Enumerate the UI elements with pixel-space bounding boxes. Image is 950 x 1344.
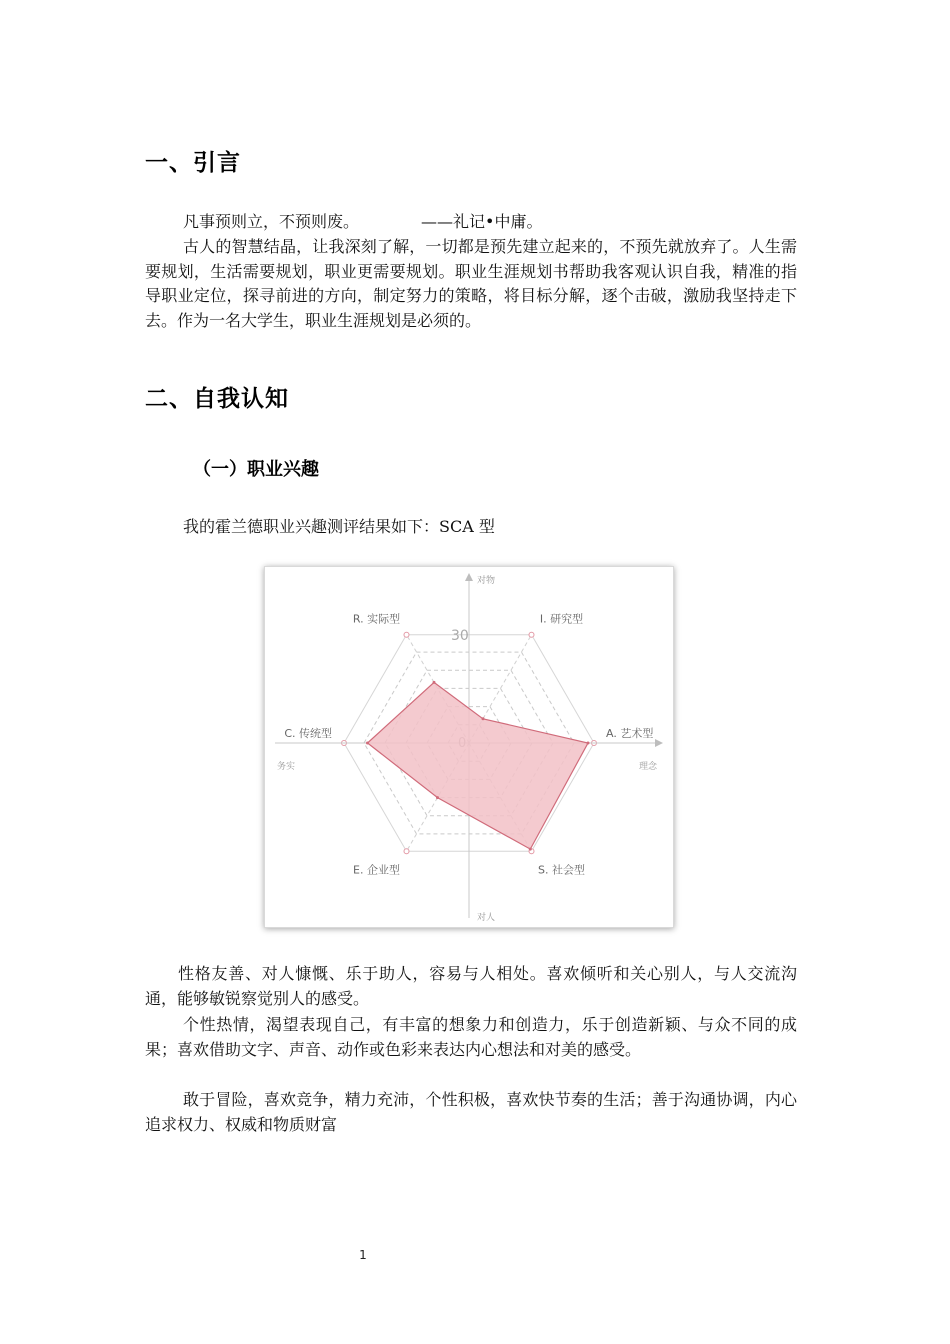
heading-self-awareness: 二、自我认知	[145, 386, 289, 412]
radar-svg	[265, 567, 673, 927]
radar-vertex-marker-2	[529, 632, 534, 637]
radar-data-point-6	[366, 742, 369, 745]
axis-label-top: 对物	[477, 576, 496, 586]
test-result-line: 我的霍兰德职业兴趣测评结果如下：SCA 型	[183, 517, 495, 536]
trait-paragraph-social: 性格友善、对人慷慨、乐于助人，容易与人相处。喜欢倾听和关心别人，与人交流沟通，能够敏锐察觉别人的感受。	[145, 964, 797, 1008]
quote-text: 凡事预则立，不预则废。	[183, 212, 360, 231]
radar-data-point-2	[482, 717, 485, 720]
radar-category-label-1: R. 实际型	[352, 612, 401, 626]
radar-category-label-4: S. 社会型	[538, 863, 585, 877]
page-number: 1	[359, 1248, 367, 1262]
radar-category-label-3: A. 艺术型	[606, 727, 654, 740]
axis-label-right: 理念	[639, 762, 658, 772]
radar-data-point-3	[587, 742, 590, 745]
holland-radar-chart	[264, 566, 674, 928]
radar-vertex-marker-5	[404, 849, 409, 854]
quote-source: ——礼记•中庸。	[421, 212, 543, 231]
axis-label-left: 务实	[277, 762, 296, 772]
trait-paragraph-enterprising: 敢于冒险，喜欢竞争，精力充沛，个性积极，喜欢快节奏的生活；善于沟通协调，内心追求权力、权威和物质财富	[145, 1090, 797, 1134]
radar-data-point-1	[433, 681, 436, 684]
heading-career-interest: （一）职业兴趣	[193, 459, 319, 480]
radar-category-label-5: E. 企业型	[353, 863, 400, 877]
axis-label-bottom: 对人	[477, 913, 496, 923]
radar-data-area	[368, 682, 589, 849]
radar-data-point-5	[436, 796, 439, 799]
trait-paragraph-artistic: 个性热情，渴望表现自己，有丰富的想象力和创造力，乐于创造新颖、与众不同的成果；喜欢借助文字、声音、动作或色彩来表达内心想法和对美的感受。	[145, 1015, 797, 1059]
radar-category-label-2: I. 研究型	[539, 612, 584, 626]
heading-introduction: 一、引言	[145, 150, 241, 176]
radar-vertex-marker-1	[404, 632, 409, 637]
quote-line	[183, 210, 542, 234]
intro-paragraph: 古人的智慧结晶，让我深刻了解，一切都是预先建立起来的，不预先就放弃了。人生需要规划，生活需要规划，职业更需要规划。职业生涯规划书帮助我客观认识自我，精准的指导职业定位，探寻前进的方向，制定努力的策略，将目标分解，逐个击破，激励我坚持走下去。作为一名大学生，职业生涯规划是必须的。	[145, 237, 797, 330]
radar-category-label-6: C. 传统型	[284, 727, 332, 740]
tick-label-max: 30	[451, 628, 469, 644]
radar-data-point-4	[529, 848, 532, 851]
